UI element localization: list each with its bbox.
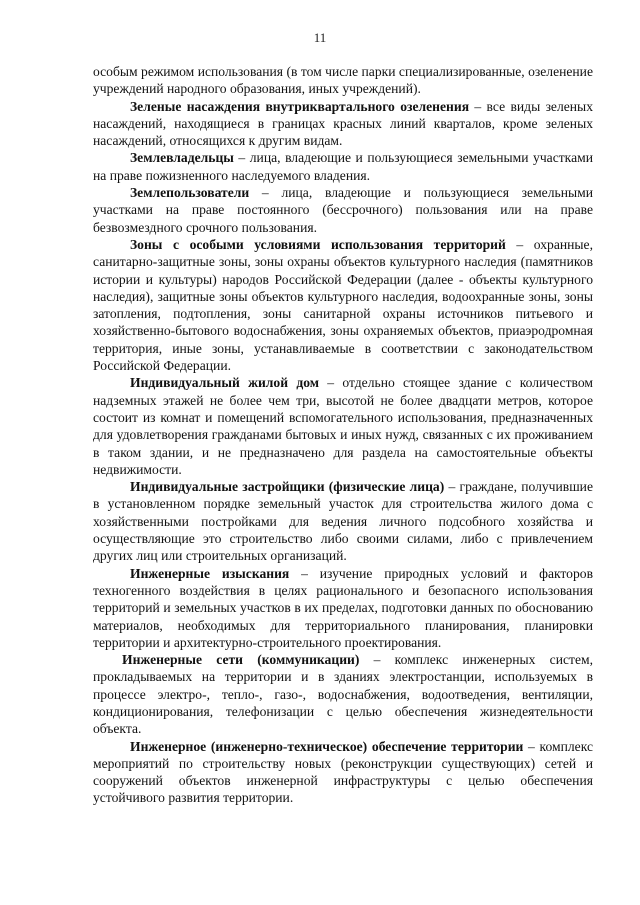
definition-engineering-surveys xyxy=(93,565,593,651)
definition-engineering-networks xyxy=(93,651,593,737)
document-body xyxy=(93,63,593,807)
definition-land-users xyxy=(93,184,593,236)
definition-text: – отдельно стоящее здание с количеством надземных этажей не более чем три, высотой не более двадцати метров, которое состоит из комнат и помещений вспомогательного использования, предназначенных для удовлетворения гражданами бытовых и иных нужд, связанных с их проживанием в таком здании, и не предназначено для раздела на самостоятельные объекты недвижимости. xyxy=(93,375,593,477)
definition-term: Индивидуальный жилой дом xyxy=(130,375,319,391)
definition-term: Землепользователи xyxy=(130,185,250,201)
definition-engineering-provision xyxy=(93,738,593,807)
definition-special-use-zones xyxy=(93,236,593,374)
definition-individual-house xyxy=(93,374,593,478)
definition-term: Зеленые насаждения внутриквартального озеленения xyxy=(130,98,470,114)
definition-term: Инженерные сети (коммуникации) xyxy=(122,652,360,668)
paragraph-continuation xyxy=(93,63,593,98)
paragraph-text: особым режимом использования (в том числе парки специализированные, озеленение учреждений народного образования, иных учреждений). xyxy=(93,64,593,97)
definition-green-spaces xyxy=(93,98,593,150)
definition-text: – лица, владеющие и пользующиеся земельными участками на праве пожизненного наследуемого владения. xyxy=(93,150,593,183)
definition-term: Инженерное (инженерно-техническое) обеспечение территории xyxy=(130,738,524,754)
definition-landowners xyxy=(93,149,593,184)
definition-term: Землевладельцы xyxy=(130,150,234,166)
definition-text: – все виды зеленых насаждений, находящиеся в границах красных линий кварталов, кроме зеленых насаждений, относящихся к другим видам. xyxy=(93,98,593,149)
definition-text: – граждане, получившие в установленном порядке земельный участок для строительства жилого дома с хозяйственными постройками для ведения личного подсобного хозяйства и осуществляющие это строительство либо своими силами, либо с привлечением других лиц или строительных организаций. xyxy=(93,479,593,564)
definition-individual-developers xyxy=(93,478,593,564)
definition-text: – лица, владеющие и пользующиеся земельными участками на праве постоянного (бессрочного) пользования или на праве безвозмездного срочного пользования. xyxy=(93,185,593,235)
definition-text: – комплекс инженерных систем, прокладываемых на территории и в зданиях электростанции, используемых в процессе электро-, тепло-, газо-, водоснабжения, водоотведения, вентиляции, кондиционирования, телефонизации с целью обеспечения жизнедеятельности объекта. xyxy=(93,652,593,737)
page-number: 11 xyxy=(313,30,327,45)
definition-term: Зоны с особыми условиями использования территорий xyxy=(130,236,506,252)
definition-text: – комплекс мероприятий по строительству новых (реконструкции существующих) сетей и сооружений объектов инженерной инфраструктуры с целью обеспечения устойчивого развития территории. xyxy=(93,738,593,806)
definition-text: – охранные, санитарно-защитные зоны, зоны охраны объектов культурного наследия (памятников истории и культуры) народов Российской Федерации (далее - объекты культурного наследия), защитные зоны объектов культурного наследия, водоохранные зоны, зоны затопления, подтопления, зоны санитарной охраны источников питьевого и хозяйственно-бытового водоснабжения, зоны охраняемых объектов, приаэродромная территория, иные зоны, устанавливаемые в соответствии с законодательством Российской Федерации. xyxy=(93,236,593,374)
definition-term: Индивидуальные застройщики (физические лица) xyxy=(130,479,445,495)
definition-text: – изучение природных условий и факторов техногенного воздействия в целях рационального и безопасного использования территорий и земельных участков в их пределах, подготовки данных по обоснованию материалов, необходимых для территориального планирования, планировки территории и архитектурно-строительного проектирования. xyxy=(93,565,593,650)
definition-term: Инженерные изыскания xyxy=(130,565,290,581)
